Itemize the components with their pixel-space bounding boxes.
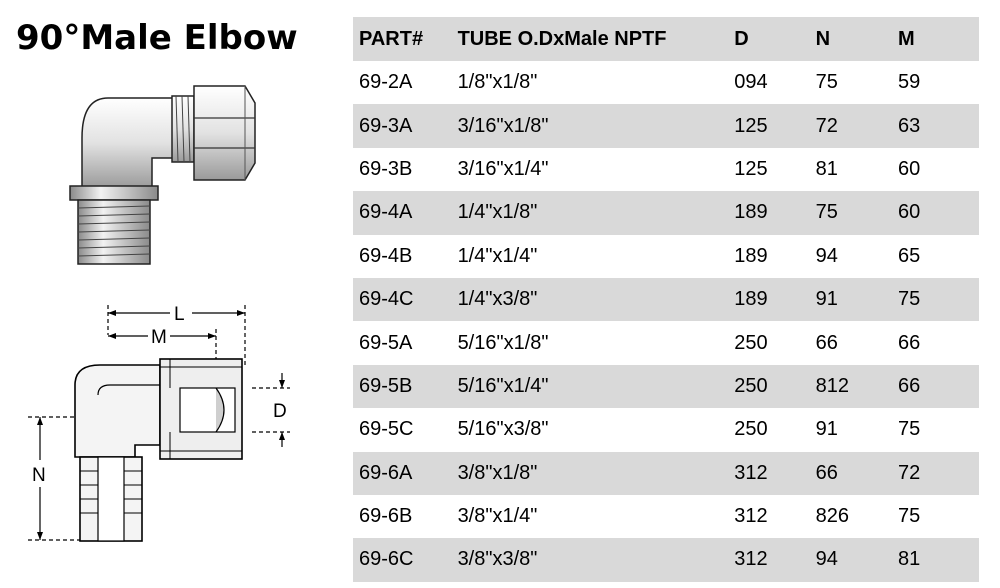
- cell-size: 3/16"x1/8": [452, 104, 729, 147]
- cell-part: 69-3B: [359, 157, 413, 180]
- dimension-label-m: M: [151, 327, 167, 348]
- table-row: [353, 104, 979, 147]
- cell-part: 69-4B: [359, 244, 413, 267]
- cell-m: 72: [892, 452, 979, 495]
- cell-size: 1/4"x3/8": [452, 278, 729, 321]
- cell-m: 59: [897, 71, 921, 94]
- cell-d: 189: [734, 244, 768, 267]
- cell-size: 1/4"x1/4": [457, 244, 538, 267]
- cell-n: 826: [815, 505, 850, 528]
- spec-table: [353, 17, 979, 582]
- dimension-label-l: L: [174, 304, 185, 325]
- cell-d: 189: [728, 191, 809, 234]
- cell-part: 69-6B: [359, 505, 413, 528]
- cell-size: 3/8"x1/4": [457, 505, 538, 528]
- cell-m: 60: [897, 157, 921, 180]
- cell-n: 66: [810, 452, 892, 495]
- table-row: [353, 495, 979, 538]
- cell-n: 66: [815, 331, 838, 354]
- cell-d: 125: [734, 157, 768, 180]
- table-row: [353, 148, 979, 191]
- cell-m: 75: [892, 278, 979, 321]
- table-row: [353, 61, 979, 104]
- page-title: 90°Male Elbow: [16, 18, 298, 58]
- cell-m: 63: [892, 104, 979, 147]
- table-row: [353, 365, 979, 408]
- header-m: M: [892, 17, 979, 61]
- cell-d: 250: [734, 331, 768, 354]
- dimension-label-d: D: [273, 401, 287, 422]
- elbow-section-drawing: [20, 295, 290, 565]
- cell-n: 812: [810, 365, 892, 408]
- table-row: [353, 321, 979, 364]
- cell-part: 69-5C: [359, 418, 414, 441]
- cell-part: 69-4A: [353, 191, 452, 234]
- cell-size: 5/16"x1/8": [457, 331, 549, 354]
- cell-part: 69-2A: [359, 71, 413, 94]
- cell-size: 5/16"x1/4": [452, 365, 729, 408]
- table-row: [353, 278, 979, 321]
- cell-n: 91: [810, 278, 892, 321]
- cell-d: 312: [734, 505, 768, 528]
- cell-m: 75: [897, 418, 921, 441]
- cell-size: 3/16"x1/4": [457, 157, 549, 180]
- table-row: [353, 452, 979, 495]
- cell-m: 65: [897, 244, 921, 267]
- cell-d: 125: [728, 104, 809, 147]
- table-row: [353, 235, 979, 278]
- cell-size: 5/16"x3/8": [457, 418, 549, 441]
- cell-d: 189: [728, 278, 809, 321]
- cell-size: 1/8"x1/8": [457, 71, 538, 94]
- cell-n: 94: [815, 244, 838, 267]
- header-size: TUBE O.DxMale NPTF: [452, 17, 729, 61]
- cell-n: 81: [815, 157, 838, 180]
- cell-d: 094: [734, 71, 768, 94]
- cell-m: 81: [892, 538, 979, 581]
- cell-part: 69-6C: [353, 538, 452, 581]
- cell-part: 69-5B: [353, 365, 452, 408]
- table-row: [353, 408, 979, 451]
- elbow-fitting-illustration: [60, 78, 300, 273]
- cell-m: 66: [897, 331, 921, 354]
- dimension-label-n: N: [32, 465, 46, 486]
- cell-n: 72: [810, 104, 892, 147]
- cell-size: 1/4"x1/8": [452, 191, 729, 234]
- cell-n: 91: [815, 418, 838, 441]
- cell-part: 69-5A: [359, 331, 413, 354]
- cell-m: 75: [897, 505, 921, 528]
- table-header-row: [353, 17, 979, 61]
- cell-d: 312: [728, 538, 809, 581]
- cell-d: 312: [728, 452, 809, 495]
- header-part: PART#: [353, 17, 452, 61]
- cell-n: 75: [815, 71, 838, 94]
- cell-d: 250: [728, 365, 809, 408]
- cell-size: 3/8"x1/8": [452, 452, 729, 495]
- cell-part: 69-3A: [353, 104, 452, 147]
- cell-part: 69-6A: [353, 452, 452, 495]
- cell-part: 69-4C: [353, 278, 452, 321]
- cell-m: 66: [892, 365, 979, 408]
- cell-d: 250: [734, 418, 768, 441]
- table-row: [353, 538, 979, 581]
- header-d: D: [728, 17, 809, 61]
- cell-n: 75: [810, 191, 892, 234]
- cell-size: 3/8"x3/8": [452, 538, 729, 581]
- cell-m: 60: [892, 191, 979, 234]
- header-n: N: [810, 17, 892, 61]
- cell-n: 94: [810, 538, 892, 581]
- table-row: [353, 191, 979, 234]
